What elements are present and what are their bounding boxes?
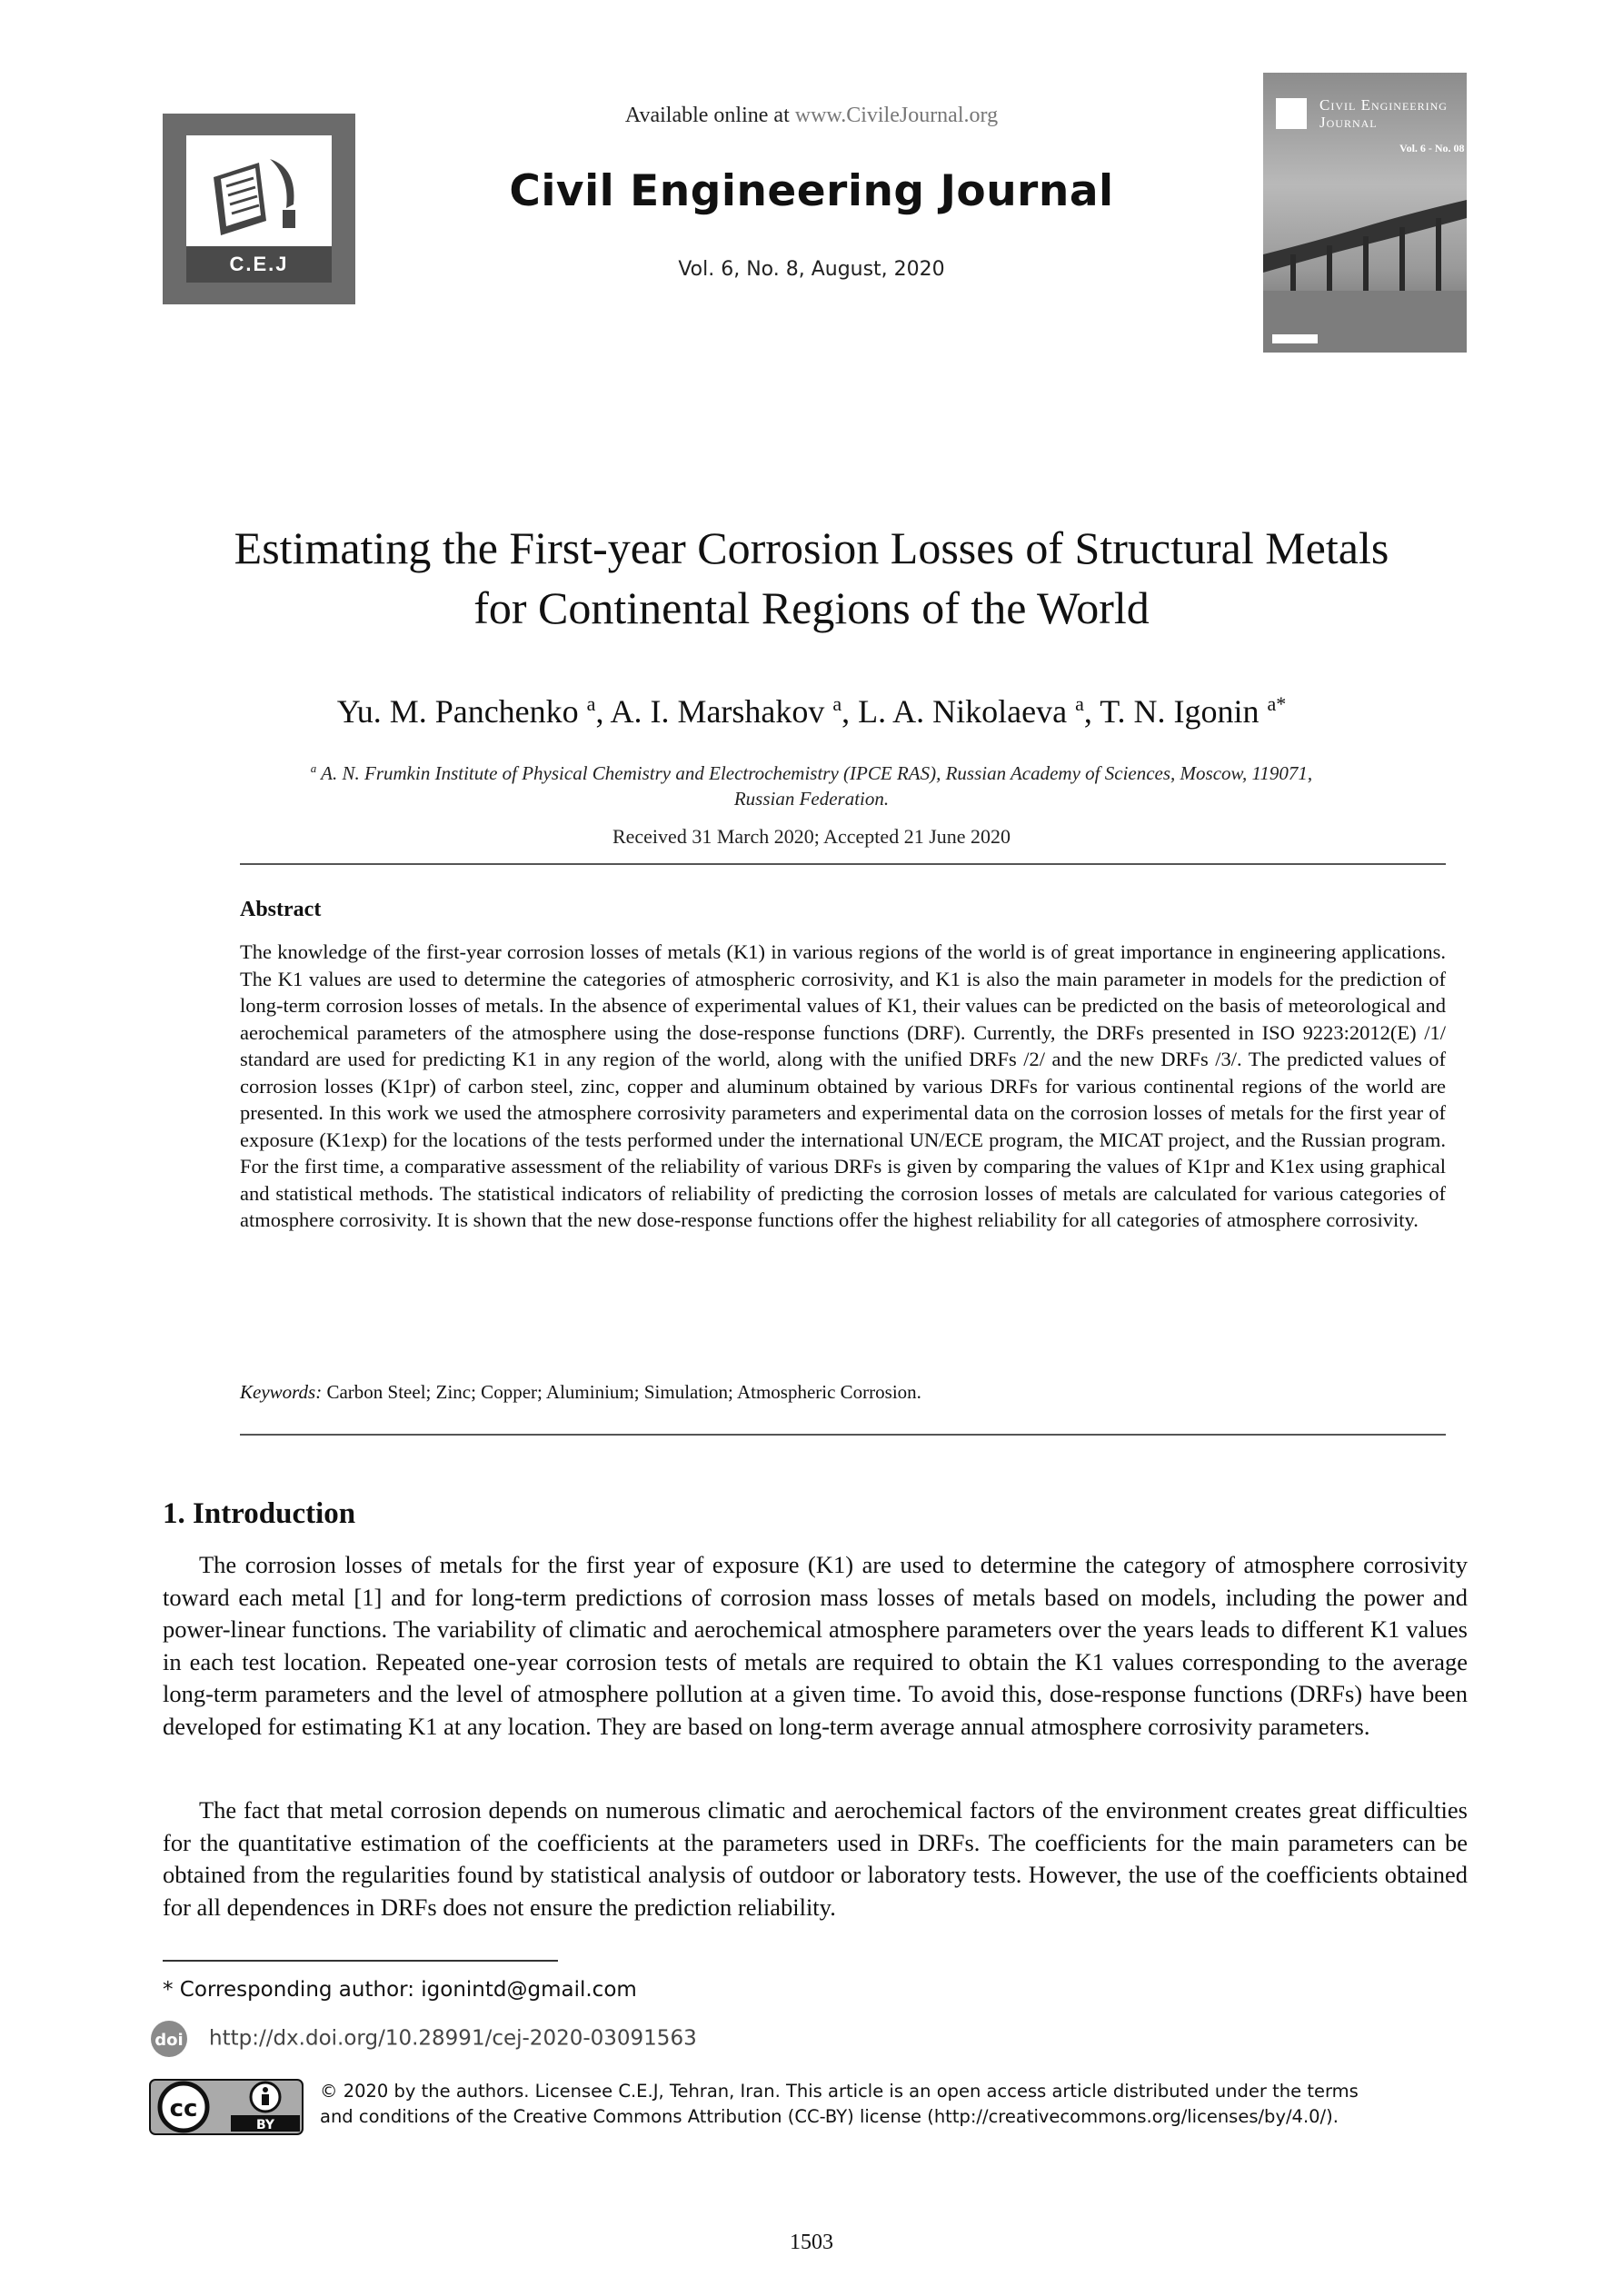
divider-top bbox=[240, 863, 1446, 865]
received-dates: Received 31 March 2020; Accepted 21 June 2020 bbox=[612, 825, 1011, 848]
availability-prefix: Available online at bbox=[624, 104, 795, 127]
author-affiliation-mark: a bbox=[1075, 692, 1084, 715]
doi-link[interactable]: http://dx.doi.org/10.28991/cej-2020-03091563 bbox=[209, 2026, 697, 2051]
by-icon-text: BY bbox=[255, 2118, 275, 2132]
abstract-text: The knowledge of the first-year corrosion losses of metals (K1) in various regions of the world is of great importance in engineering applications. The K1 values are used to determine the categories of atmospheric corrosivity, and K1 is also the main parameter in models for the prediction of long-term corrosion losses of metals. In the absence of experimental values of K1, their values can be predicted on the basis of meteorological and aerochemical parameters of the atmosphere using the dose-response functions (DRF). Currently, the DRFs presented in ISO 9223:2012(E) /1/ standard are used for predicting K1 in any region of the world, along with the unified DRFs /2/ and the new DRFs /3/. The predicted values of corrosion losses (K1pr) of carbon steel, zinc, copper and aluminum obtained by various DRFs for various continental regions of the world are presented. In this work we used the atmosphere corrosivity parameters and experimental data on the corrosion losses of metals for the first year of exposure (K1exp) for the locations of the tests performed under the international UN/ECE program, the MICAT project, and the Russian program. For the first time, a comparative assessment of the reliability of various DRFs is given by comparing the values of K1pr and K1ex using graphical and statistical methods. The statistical indicators of reliability of predicting the corrosion losses of metals are calculated for various categories of atmosphere corrosivity. It is shown that the new dose-response functions offer the highest reliability for all categories of atmosphere corrosivity. bbox=[240, 940, 1446, 1231]
doi-icon-text: doi bbox=[154, 2031, 184, 2050]
cc-by-icon bbox=[149, 2079, 304, 2135]
journal-url-link[interactable]: www.CivileJournal.org bbox=[794, 104, 999, 127]
affiliation-line-2: Russian Federation. bbox=[733, 788, 890, 810]
license-text bbox=[320, 2079, 1465, 2130]
bridge-photo-icon bbox=[1263, 73, 1467, 353]
paragraph-text: The fact that metal corrosion depends on numerous climatic and aerochemical factors of the environment creates great difficulties for the quantitative estimation of the coefficients at the parameters used in DRFs. The coefficients for the main parameters can be obtained from the regularities found by statistical analysis of outdoor or laboratory tests. However, the use of the coefficients obtained for all dependences in DRFs does not ensure the prediction reliability. bbox=[163, 1796, 1468, 1921]
paragraph-text: The corrosion losses of metals for the first year of exposure (K1) are used to determine the category of atmosphere corrosivity toward each metal [1] and for long-term predictions of corrosion mass losses of metals based on models, including the power and power-linear functions. The variability of climatic and aerochemical atmosphere parameters over the years leads to different K1 values in each test location. Repeated one-year corrosion tests of metals are required to obtain the K1 values corresponding to the average long-term parameters and the level of atmosphere pollution at a given time. To avoid this, dose-response functions (DRFs) have been developed for estimating K1 at any location. They are based on long-term average annual atmosphere corrosivity parameters. bbox=[163, 1551, 1468, 1740]
section-heading-introduction: 1. Introduction bbox=[163, 1497, 356, 1530]
journal-name: Civil Engineering Journal bbox=[509, 166, 1114, 216]
footnote-divider bbox=[163, 1960, 558, 1962]
author-name: , T. N. Igonin bbox=[1083, 693, 1268, 730]
author-name: , A. I. Marshakov bbox=[595, 693, 833, 730]
affiliation-mark: a bbox=[310, 761, 317, 775]
author-affiliation-mark: a* bbox=[1267, 692, 1287, 715]
corresponding-author: * Corresponding author: igonintd@gmail.com bbox=[163, 1978, 637, 2002]
doi-row bbox=[149, 2019, 697, 2059]
abstract-heading: Abstract bbox=[240, 898, 322, 921]
affiliation bbox=[245, 756, 1378, 811]
divider-bottom bbox=[240, 1434, 1446, 1436]
intro-paragraph-2 bbox=[163, 1794, 1468, 1923]
license-line-1: © 2020 by the authors. Licensee C.E.J, Tehran, Iran. This article is an open access article distributed under the terms bbox=[320, 2081, 1359, 2102]
author-name: , L. A. Nikolaeva bbox=[841, 693, 1076, 730]
title-line-1: Estimating the First-year Corrosion Losses of Structural Metals bbox=[234, 522, 1389, 573]
keywords-list: Carbon Steel; Zinc; Copper; Aluminium; Simulation; Atmospheric Corrosion. bbox=[322, 1381, 921, 1403]
doi-icon bbox=[149, 2019, 202, 2059]
cover-title: Civil Engineering Journal bbox=[1319, 96, 1448, 131]
license-line-2: and conditions of the Creative Commons Attribution (CC-BY) license (http://creativecommons.org/licenses/by/4.0/). bbox=[320, 2106, 1339, 2127]
page-number: 1503 bbox=[790, 2231, 833, 2254]
affiliation-line-1: A. N. Frumkin Institute of Physical Chemistry and Electrochemistry (IPCE RAS), Russian Academy of Sciences, Moscow, 119071, bbox=[316, 762, 1313, 784]
author-list bbox=[0, 692, 1623, 731]
article-title bbox=[0, 518, 1623, 638]
cc-icon-text: cc bbox=[169, 2095, 198, 2122]
author-affiliation-mark: a bbox=[832, 692, 842, 715]
volume-info: Vol. 6, No. 8, August, 2020 bbox=[678, 258, 945, 281]
keywords bbox=[240, 1381, 1446, 1404]
cover-issue: Vol. 6 - No. 08 bbox=[1399, 142, 1465, 154]
title-line-2: for Continental Regions of the World bbox=[473, 582, 1150, 633]
logo-label: C.E.J bbox=[186, 246, 332, 283]
author-affiliation-mark: a bbox=[586, 692, 596, 715]
journal-cover-image bbox=[1263, 73, 1467, 353]
intro-paragraph-1 bbox=[163, 1549, 1468, 1743]
keywords-label: Keywords: bbox=[240, 1381, 323, 1403]
cc-by-badge[interactable] bbox=[149, 2079, 304, 2135]
author-name: Yu. M. Panchenko bbox=[336, 693, 587, 730]
